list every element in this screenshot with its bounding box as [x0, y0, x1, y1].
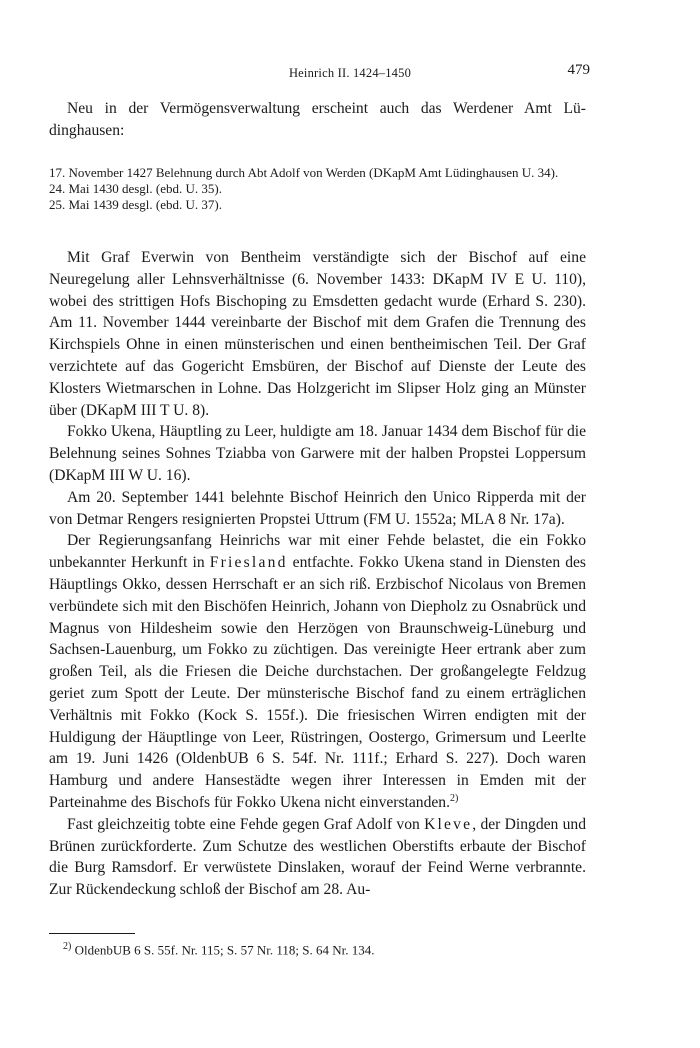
paragraph-fokko-ukena: Fokko Ukena, Häuptling zu Leer, huldigte am 18. Januar 1434 dem Bischof für die Belehnung seines Sohnes Tziabba von Garwere mit der halben Propstei Loppersum (DKapM III W U. 16). — [49, 423, 586, 484]
paragraph-bentheim: Mit Graf Everwin von Bentheim verständigte sich der Bischof auf eine Neuregelung aller Lehnsverhältnisse (6. November 1433: DKapM IV E U. 110), wobei des strittigen Hofs Bischoping zu Emsdetten gedacht wurde (Erhard S. 230). Am 11. November 1444 vereinbarte der Bischof mit dem Grafen die Trennung des Kirchspiels Ohne in einen münsterischen und einen bentheimischen Teil. Der Graf verzichtete auf das Gogericht Emsbüren, der Bischof auf Dienste der Leute des Klosters Wietmarschen in Lohne. Das Holzgericht im Slipser Holz ging an Münster über (DKapM III T U. 8). — [49, 249, 586, 419]
footnote-text: OldenbUB 6 S. 55f. Nr. 115; S. 57 Nr. 118; S. 64 Nr. 134. — [74, 942, 375, 958]
record-list — [49, 165, 586, 213]
paragraph-ripperda: Am 20. September 1441 belehnte Bischof Heinrich den Unico Ripperda mit der von Detmar Rengers resignierten Propstei Uttrum (FM U. 1552a; MLA 8 Nr. 17a). — [49, 488, 586, 528]
footnote-reference: 2) — [450, 792, 459, 804]
footnote-marker: 2) — [63, 941, 72, 952]
main-text — [49, 247, 586, 901]
record-item: 25. Mai 1439 desgl. (ebd. U. 37). — [49, 197, 222, 212]
spaced-place-name: Kleve — [424, 815, 473, 833]
spaced-place-name: Friesland — [209, 554, 288, 572]
record-item: 24. Mai 1430 desgl. (ebd. U. 35). — [49, 181, 222, 196]
record-item: 17. November 1427 Belehnung durch Abt Adolf von Werden (DKapM Amt Lüdinghausen U. 34). — [49, 165, 559, 180]
footnote — [63, 939, 586, 958]
paragraph-friesland-feud — [49, 530, 586, 813]
text-run: entfachte. Fokko Ukena stand in Diensten des Häuptlings Okko, dessen Herrschaft er an sich riß. Erzbischof Nicolaus von Bremen verbündete sich mit den Bischöfen Heinrich, Johann von Diepholz zu Osnabrück und Magnus von Hildesheim sowie den Herzögen von Braunschweig-Lüneburg und Sachsen-Lauenburg, um Fokko zu züchtigen. Das vereinigte Heer ertrank aber zum großen Teil, als die Friesen die Deiche durchstachen. Der großangelegte Feldzug geriet zum Spott der Leute. Der münsterische Bischof fand zu einem erträglichen Verhältnis mit Fokko (Kock S. 155f.). Die friesischen Wirren endigten mit der Huldigung der Häuptlinge von Leer, Rüstringen, Oostergo, Grimersum und Leerlte am 19. Juni 1426 (OldenbUB 6 S. 54f. Nr. 111f.; Erhard S. 227). Doch waren Hamburg und andere Hansestädte wegen ihrer Interessen in Emden mit der Parteinahme des Bischofs für Fokko Ukena nicht einverstanden. — [49, 554, 586, 811]
text-run: Der Regierungsanfang Heinrichs war mit einer Fehde belastet, die ein Fokko unbekannter Herkunft in — [49, 532, 586, 572]
footnote-divider — [49, 933, 135, 934]
text-run: Fast gleichzeitig tobte eine Fehde gegen Graf Adolf von — [67, 815, 425, 833]
intro-paragraph — [49, 98, 586, 142]
running-title: Heinrich II. 1424–1450 — [288, 66, 412, 80]
page-number: 479 — [567, 62, 590, 78]
paragraph-kleve-feud — [49, 814, 586, 901]
text-run: , der Dingden und Brünen zurückforderte. Zum Schutze des westlichen Oberstifts erbaute der Bischof die Burg Ramsdorf. Er verwüstete Dinslaken, worauf der Feind Werne verbrannte. Zur Rückendeckung schloß der Bischof am 28. Au- — [49, 815, 586, 899]
intro-text: Neu in der Vermögensverwaltung erscheint auch das Werdener Amt Lüdinghausen: — [49, 100, 586, 139]
